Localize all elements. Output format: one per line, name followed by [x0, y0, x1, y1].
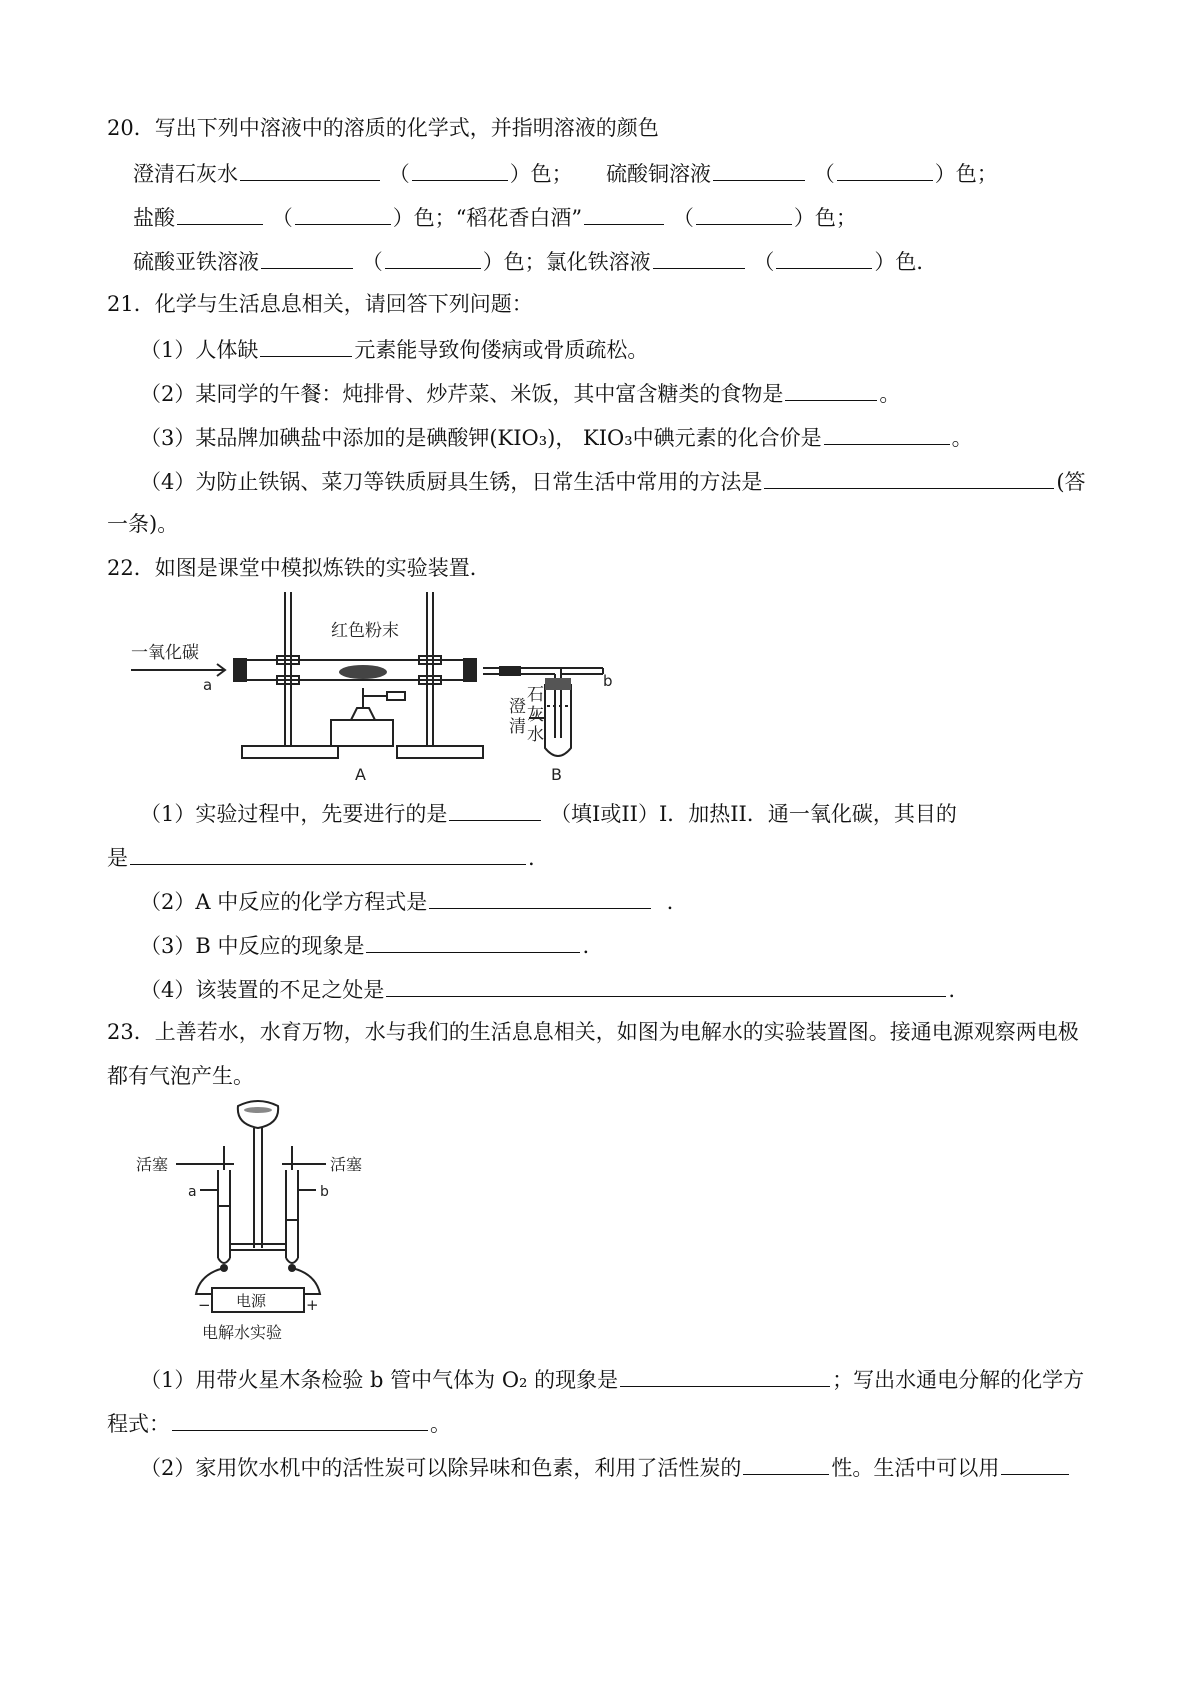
q21-p2-tail: 。: [879, 382, 901, 406]
paren: （: [388, 162, 410, 186]
q23-p1-cont-text: 程式：: [107, 1412, 170, 1436]
q23-p1-tail: ；写出水通电分解的化学方: [832, 1368, 1085, 1392]
q23-p1-cont-tail: 。: [430, 1412, 451, 1436]
q21-part4-cont: 一条)。: [107, 512, 179, 536]
q23-title-line2: 都有气泡产生。: [107, 1064, 254, 1088]
answer-blank[interactable]: [620, 1364, 830, 1387]
limewater-char: 灰: [527, 705, 544, 725]
q22-p2-text: （2）A 中反应的化学方程式是: [140, 890, 428, 914]
answer-blank[interactable]: [785, 378, 877, 401]
answer-blank[interactable]: [240, 158, 380, 181]
q23-part2: [140, 1452, 1071, 1482]
answer-blank[interactable]: [261, 246, 353, 269]
iron-smelting-apparatus-figure: [125, 588, 625, 786]
q20-title: 20．写出下列中溶液中的溶质的化学式，并指明溶液的颜色: [107, 116, 659, 140]
q21-title: 21．化学与生活息息相关，请回答下列问题：: [107, 292, 533, 316]
q20-liquor-label: “稻花香白酒”: [455, 206, 583, 230]
answer-blank[interactable]: [743, 1452, 829, 1475]
q22-part4: [140, 974, 955, 1004]
q20-cuso4-label: 硫酸铜溶液: [606, 162, 712, 186]
q22-part2: [140, 886, 673, 916]
q23-p2-text: （2）家用饮水机中的活性炭可以除异味和色素，利用了活性炭的: [140, 1456, 742, 1480]
outlet-b-label: b: [603, 672, 613, 690]
paren: （: [672, 206, 694, 230]
power-supply-label: 电源: [236, 1292, 267, 1310]
limewater-char: 清: [509, 717, 526, 737]
q21-part4: [140, 466, 1086, 496]
q22-p4-text: （4）该装置的不足之处是: [140, 978, 385, 1002]
co-label: 一氧化碳: [131, 643, 199, 663]
paren: （: [361, 250, 383, 274]
answer-blank[interactable]: [172, 1408, 428, 1431]
apparatus-B-label: B: [551, 765, 562, 784]
answer-blank[interactable]: [412, 158, 508, 181]
answer-blank[interactable]: [429, 886, 651, 909]
answer-blank[interactable]: [1001, 1452, 1069, 1475]
paren: （: [753, 250, 775, 274]
q21-p3-tail: 。: [951, 426, 973, 450]
color-suffix: ）色；: [934, 162, 998, 186]
answer-blank[interactable]: [366, 930, 580, 953]
tube-b-label: b: [320, 1184, 329, 1200]
q22-p1-cont-text: 是: [107, 846, 128, 870]
q21-p1-tail: 元素能导致佝偻病或骨质疏松。: [354, 338, 649, 362]
q21-part3: [140, 422, 973, 452]
answer-blank[interactable]: [130, 842, 526, 865]
water-electrolysis-figure: [130, 1098, 380, 1348]
q21-p1-text: （1）人体缺: [140, 338, 259, 362]
q20-hcl-label: 盐酸: [133, 206, 175, 230]
q22-part1-cont: [107, 842, 535, 872]
q23-part1: [140, 1364, 1084, 1394]
answer-blank[interactable]: [177, 202, 263, 225]
answer-blank[interactable]: [696, 202, 792, 225]
answer-blank[interactable]: [837, 158, 933, 181]
answer-blank[interactable]: [584, 202, 664, 225]
q23-title-line1: 23．上善若水，水育万物，水与我们的生活息息相关，如图为电解水的实验装置图。接通电源观察两电极: [107, 1020, 1079, 1044]
q23-p2-tail: 性。生活中可以用: [831, 1456, 1000, 1480]
stopcock-right-label: 活塞: [330, 1155, 363, 1174]
paren: （: [813, 162, 835, 186]
q21-part1: [140, 334, 648, 364]
figure-caption: 电解水实验: [202, 1323, 283, 1342]
color-suffix: ）色；: [392, 206, 456, 230]
answer-blank[interactable]: [653, 246, 745, 269]
q22-p1-options: （填I或II）I．加热II．通一氧化碳，其目的: [550, 802, 957, 826]
answer-blank[interactable]: [449, 798, 541, 821]
answer-blank[interactable]: [386, 974, 946, 997]
q22-p2-tail: .: [666, 890, 674, 914]
answer-blank[interactable]: [260, 334, 352, 357]
q22-p1-tail: .: [528, 846, 535, 870]
answer-blank[interactable]: [295, 202, 391, 225]
tube-a-label: a: [188, 1184, 197, 1200]
q23-part1-cont: [107, 1408, 451, 1438]
q21-p4-tail: (答: [1056, 470, 1086, 494]
q20-feso4-label: 硫酸亚铁溶液: [133, 250, 259, 274]
q22-part1: [140, 798, 957, 828]
stopcock-left-label: 活塞: [136, 1155, 169, 1174]
red-powder-label: 红色粉末: [331, 621, 399, 641]
limewater-char: 水: [527, 725, 544, 745]
answer-blank[interactable]: [764, 466, 1054, 489]
color-suffix: ）色；: [482, 250, 546, 274]
color-suffix: ）色．: [874, 250, 938, 274]
q21-p3-text: （3）某品牌加碘盐中添加的是碘酸钾(KIO₃)， KIO₃中碘元素的化合价是: [140, 426, 822, 450]
q21-p4-text: （4）为防止铁锅、菜刀等铁质厨具生锈，日常生活中常用的方法是: [140, 470, 763, 494]
color-suffix: ）色；: [793, 206, 857, 230]
q22-p4-tail: .: [948, 978, 956, 1002]
answer-blank[interactable]: [713, 158, 805, 181]
positive-terminal-label: +: [306, 1296, 319, 1314]
color-suffix: ）色；: [509, 162, 573, 186]
answer-blank[interactable]: [385, 246, 481, 269]
q20-fecl3-label: 氯化铁溶液: [545, 250, 651, 274]
inlet-a-label: a: [203, 676, 213, 694]
answer-blank[interactable]: [824, 422, 950, 445]
limewater-char: 石: [527, 685, 544, 705]
q22-title: 22．如图是课堂中模拟炼铁的实验装置．: [107, 556, 491, 580]
q21-part2: [140, 378, 900, 408]
q22-part3: [140, 930, 589, 960]
q22-p1-text: （1）实验过程中，先要进行的是: [140, 802, 448, 826]
q20-row1: [133, 158, 998, 188]
paren: （: [271, 206, 293, 230]
q22-p3-text: （3）B 中反应的现象是: [140, 934, 365, 958]
apparatus-A-label: A: [355, 765, 366, 784]
q23-p1-text: （1）用带火星木条检验 b 管中气体为 O₂ 的现象是: [140, 1368, 619, 1392]
limewater-char: 澄: [509, 697, 526, 717]
answer-blank[interactable]: [776, 246, 872, 269]
q20-row3: [133, 246, 937, 276]
q20-row2: [133, 202, 857, 232]
q20-limewater-label: 澄清石灰水: [133, 162, 238, 186]
q22-p3-tail: .: [582, 934, 590, 958]
q21-p2-text: （2）某同学的午餐：炖排骨、炒芹菜、米饭，其中富含糖类的食物是: [140, 382, 784, 406]
negative-terminal-label: −: [198, 1296, 211, 1314]
